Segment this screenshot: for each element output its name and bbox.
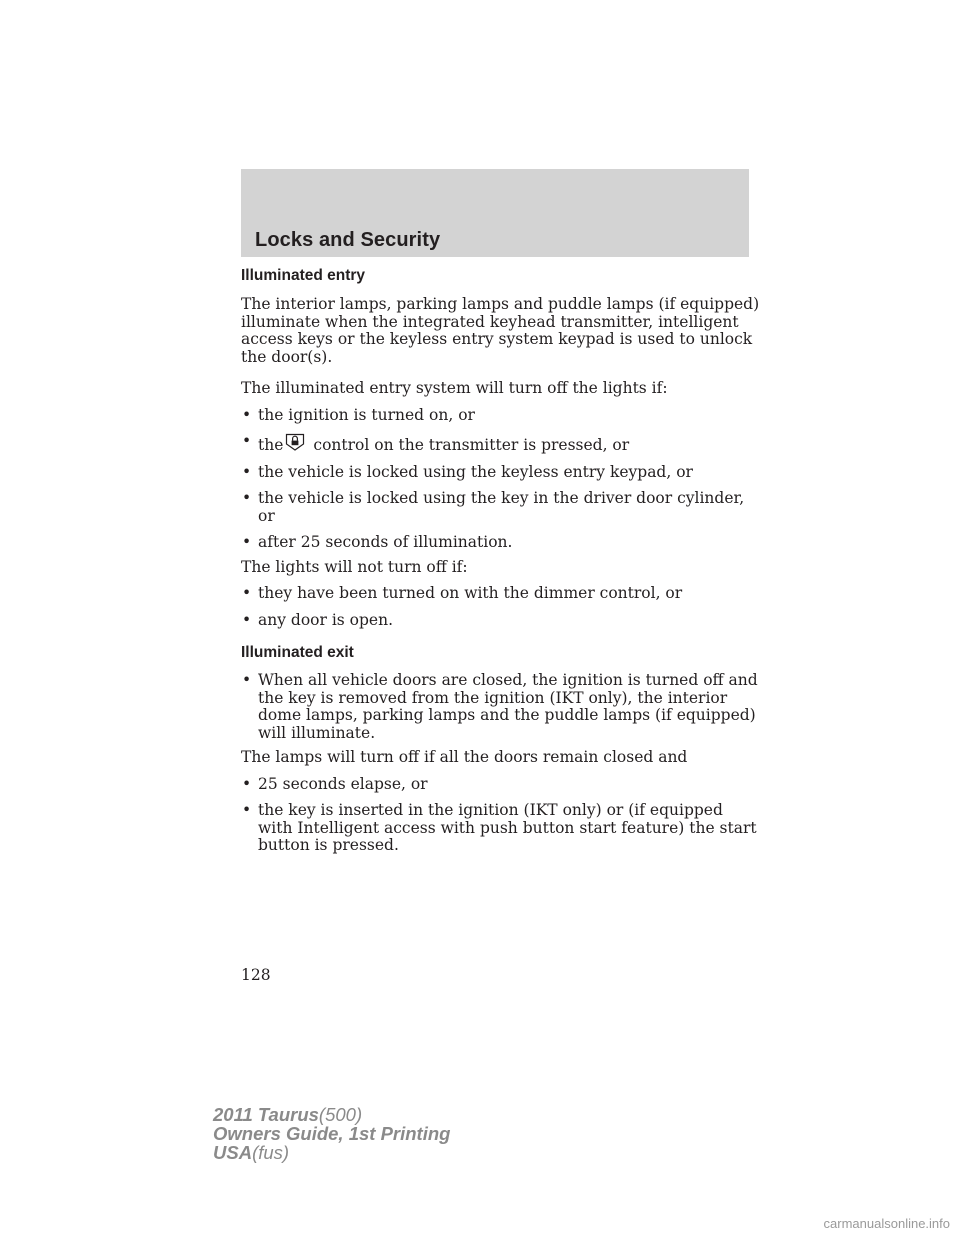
bullet: • [242, 462, 252, 481]
list-item [241, 612, 761, 630]
bullet: • [242, 610, 252, 629]
footer-model: 2011 Taurus [213, 1104, 319, 1125]
list-item-text: control on the transmitter is pressed, or [313, 436, 630, 454]
list-item-text: they have been turned on with the dimmer control, or [258, 584, 683, 602]
page-content [241, 266, 761, 855]
bullet: • [242, 584, 252, 602]
list-item [241, 407, 761, 425]
footer-line-model [213, 1105, 450, 1124]
footer-market: USA [213, 1142, 253, 1163]
list-item-lead: the [258, 436, 284, 454]
list-item-text: the vehicle is locked using the key in the driver door cylinder, or [258, 489, 745, 525]
exit-list [241, 672, 761, 742]
lock-icon [285, 433, 305, 451]
footer-model-code: (500) [318, 1104, 363, 1125]
page-number: 128 [241, 966, 271, 984]
bullet: • [242, 671, 252, 689]
bullet: • [242, 533, 252, 551]
lamps-intro: The lamps will turn off if all the doors remain closed and [241, 748, 688, 766]
footer-imprint [213, 1105, 450, 1162]
bullet: • [242, 405, 252, 424]
not-off-list [241, 585, 761, 629]
footer-line-guide [213, 1124, 450, 1143]
footer-line-market [213, 1143, 450, 1162]
list-item-text: any door is open. [258, 610, 394, 629]
list-item [241, 672, 761, 742]
illuminated-exit-heading: Illuminated exit [241, 644, 354, 661]
list-item [241, 534, 761, 552]
turn-off-list [241, 407, 761, 552]
list-item-text: the vehicle is locked using the keyless entry keypad, or [258, 462, 693, 481]
section-title: Locks and Security [255, 229, 441, 251]
bullet: • [242, 774, 252, 793]
lamps-list [241, 776, 761, 855]
watermark: carmanualsonline.info [823, 1216, 950, 1231]
list-item [241, 490, 761, 525]
bullet: • [242, 489, 252, 507]
list-item-text: the key is inserted in the ignition (IKT only) or (if equipped with Intelligent access with push button start feature) the start button is pressed. [258, 801, 757, 854]
list-item [241, 433, 761, 455]
list-item-text: When all vehicle doors are closed, the ignition is turned off and the key is removed from the ignition (IKT only), the interior dome lamps, parking lamps and the puddle lamps (if equipped) will illuminate. [258, 671, 758, 742]
not-off-intro: The lights will not turn off if: [241, 557, 468, 576]
bullet: • [242, 801, 252, 819]
turn-off-intro: The illuminated entry system will turn off the lights if: [241, 379, 668, 397]
list-item-text: the ignition is turned on, or [258, 405, 475, 424]
list-item [241, 776, 761, 794]
list-item [241, 585, 761, 603]
footer-market-code: (fus) [252, 1142, 290, 1163]
illuminated-entry-heading: Illuminated entry [241, 267, 366, 284]
list-item [241, 464, 761, 482]
illuminated-entry-intro: The interior lamps, parking lamps and puddle lamps (if equipped) illuminate when the integrated keyhead transmitter, intelligent access keys or the keyless entry system keypad is used to unlock the door(s). [241, 295, 760, 366]
section-header-band [241, 169, 749, 257]
list-item [241, 802, 761, 855]
bullet: • [242, 432, 252, 450]
footer-guide: Owners Guide, 1st Printing [213, 1123, 451, 1144]
list-item-text: after 25 seconds of illumination. [258, 533, 513, 551]
list-item-text: 25 seconds elapse, or [258, 774, 428, 793]
